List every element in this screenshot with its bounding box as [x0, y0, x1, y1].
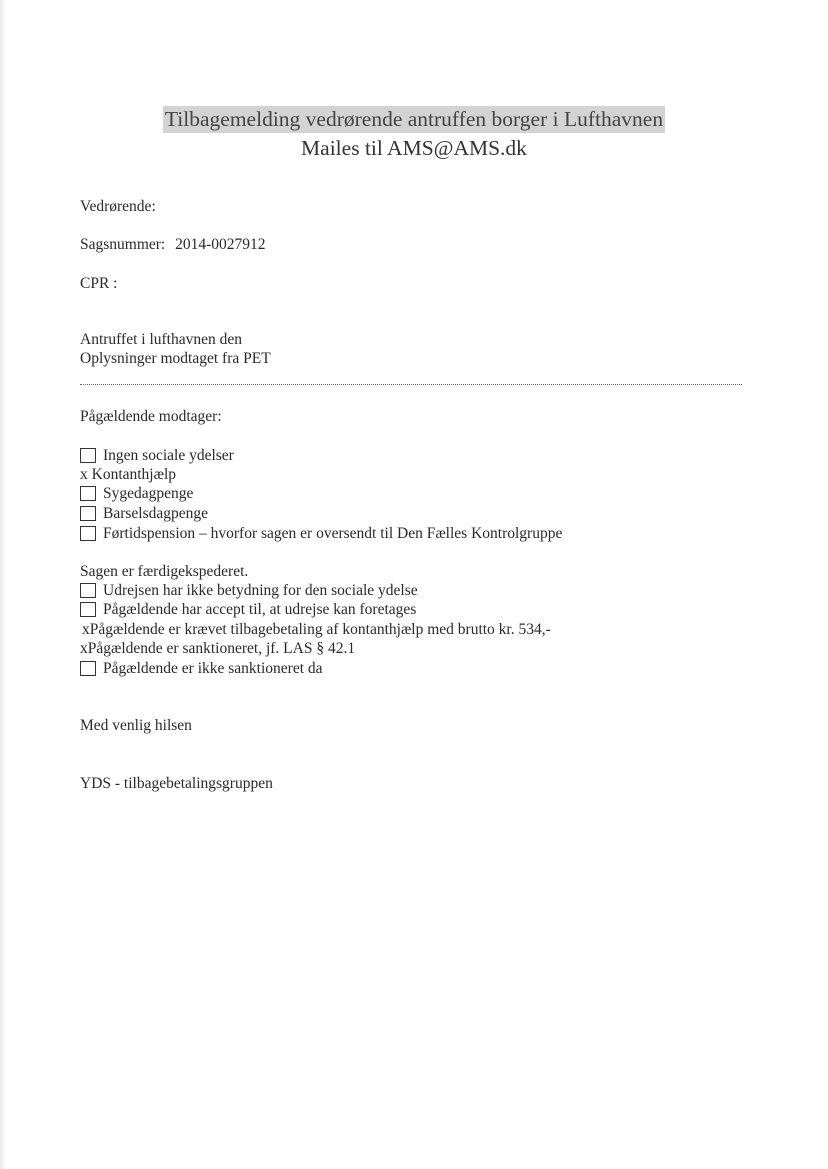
option-ingen-sociale-ydelser: Ingen sociale ydelser — [103, 447, 234, 464]
document-title: Tilbagemelding vedrørende antruffen borger i Lufthavnen — [164, 107, 664, 131]
closing-greeting: Med venlig hilsen — [80, 717, 192, 734]
scan-edge-shadow — [0, 0, 6, 1169]
modtager-heading: Pågældende modtager: — [80, 408, 222, 425]
closing-signature: YDS - tilbagebetalingsgruppen — [80, 775, 273, 792]
status-sanktioneret: xPågældende er sanktioneret, jf. LAS § 42.1 — [80, 640, 356, 657]
checkbox-accept-udrejse[interactable] — [80, 602, 96, 617]
status-heading: Sagen er færdigekspederet. — [80, 563, 249, 580]
option-kontanthjaelp: x Kontanthjælp — [80, 466, 177, 483]
option-fortidspension: Førtidspension – hvorfor sagen er oversendt til Den Fælles Kontrolgruppe — [103, 525, 563, 542]
status-ikke-sanktioneret: Pågældende er ikke sanktioneret da — [103, 660, 323, 677]
checkbox-sygedagpenge[interactable] — [80, 486, 96, 501]
info-line-2: Oplysninger modtaget fra PET — [80, 350, 271, 367]
checkbox-barselsdagpenge[interactable] — [80, 506, 96, 521]
info-line-1: Antruffet i lufthavnen den — [80, 331, 242, 348]
sagsnummer-label: Sagsnummer: — [80, 236, 166, 253]
dotted-separator — [80, 384, 742, 385]
status-tilbagebetaling: xPågældende er krævet tilbagebetaling af kontanthjælp med brutto kr. 534,- — [82, 621, 551, 638]
checkbox-udrejsen-ingen-betydning[interactable] — [80, 583, 96, 598]
checkbox-fortidspension[interactable] — [80, 526, 96, 541]
document-subtitle: Mailes til AMS@AMS.dk — [301, 136, 527, 160]
checkbox-ikke-sanktioneret[interactable] — [80, 661, 96, 676]
cpr-label: CPR : — [80, 275, 118, 292]
option-barselsdagpenge: Barselsdagpenge — [103, 505, 209, 522]
sagsnummer-value: 2014-0027912 — [175, 236, 266, 253]
sagsnummer-row — [80, 236, 266, 254]
status-accept-udrejse: Pågældende har accept til, at udrejse kan foretages — [103, 601, 417, 618]
option-sygedagpenge: Sygedagpenge — [103, 485, 194, 502]
status-udrejsen-ingen-betydning: Udrejsen har ikke betydning for den sociale ydelse — [103, 582, 418, 599]
vedrorende-label: Vedrørende: — [80, 198, 156, 215]
checkbox-ingen-sociale-ydelser[interactable] — [80, 448, 96, 463]
